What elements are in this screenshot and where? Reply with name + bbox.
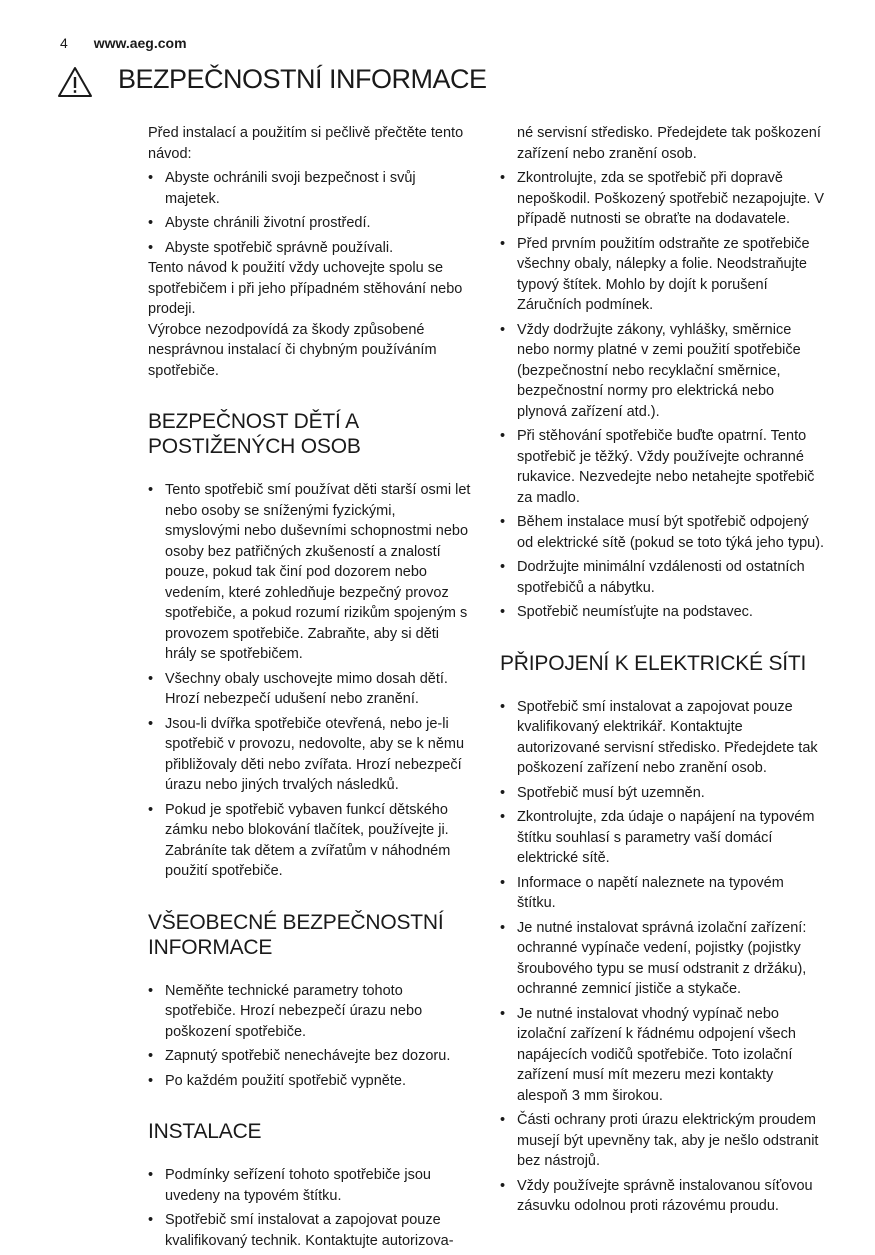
- list-item: • Před prvním použitím odstraňte ze spotřebiče všechny obaly, nálepky a folie. Neodstraňujte typový štítek. Mohlo by dojít k porušení Záručních podmínek.: [500, 234, 825, 316]
- list-item: • Všechny obaly uschovejte mimo dosah dětí. Hrozí nebezpečí udušení nebo zranění.: [148, 669, 473, 710]
- installation-bullets-continued: [500, 168, 825, 623]
- list-item: • Spotřebič smí instalovat a zapojovat pouze kvalifikovaný elektrikář. Kontaktujte autorizované servisní středisko. Předejdete tak poškození zařízení nebo zranění osob.: [500, 697, 825, 779]
- list-item: • Jsou-li dvířka spotřebiče otevřená, nebo je-li spotřebič v provozu, nedovolte, aby se k němu přibližovaly děti nebo zvířata. Hrozí nebezpečí úrazu nebo jiných trvalých následků.: [148, 714, 473, 796]
- list-item: • Po každém použití spotřebič vypněte.: [148, 1071, 473, 1092]
- section-heading-general: VŠEOBECNÉ BEZPEČNOSTNÍ INFORMACE: [148, 910, 444, 959]
- list-item: • Je nutné instalovat správná izolační zařízení: ochranné vypínače vedení, pojistky (pojistky šroubového typu se musí odstranit z držáku), ochranné zemnicí jističe a stykače.: [500, 918, 825, 1000]
- list-item: • Dodržujte minimální vzdálenosti od ostatních spotřebičů a nábytku.: [500, 557, 825, 598]
- children-bullets: [148, 480, 473, 882]
- general-bullets: [148, 981, 473, 1092]
- electrical-bullets: [500, 697, 825, 1217]
- list-item: • Neměňte technické parametry tohoto spotřebiče. Hrozí nebezpečí úrazu nebo poškození spotřebiče.: [148, 981, 473, 1043]
- list-item: • Při stěhování spotřebiče buďte opatrní. Tento spotřebič je těžký. Vždy používejte ochranné rukavice. Nezvedejte nebo netahejte spotřebič za madlo.: [500, 426, 825, 508]
- intro-bullets: [148, 168, 473, 258]
- website-url: www.aeg.com: [93, 35, 187, 51]
- page-header: [60, 35, 187, 51]
- list-item: • Zkontrolujte, zda údaje o napájení na typovém štítku souhlasí s parametry vaší domácí elektrické sítě.: [500, 807, 825, 869]
- list-item: • Abyste ochránili svoji bezpečnost i svůj majetek.: [148, 168, 473, 209]
- list-item: • Vždy používejte správně instalovanou síťovou zásuvku odolnou proti rázovému proudu.: [500, 1176, 825, 1217]
- list-item: • Během instalace musí být spotřebič odpojený od elektrické sítě (pokud se toto týká jeho typu).: [500, 512, 825, 553]
- list-item: • Spotřebič musí být uzemněn.: [500, 783, 825, 804]
- list-item: • Zapnutý spotřebič nenechávejte bez dozoru.: [148, 1046, 473, 1067]
- section-heading-children: BEZPEČNOST DĚTÍ A POSTIŽENÝCH OSOB: [148, 410, 361, 458]
- list-item: • Vždy dodržujte zákony, vyhlášky, směrnice nebo normy platné v zemi použití spotřebiče (bezpečnostní nebo recyklační směrnice, bezpečnostní normy pro elektrická nebo plynová zařízení atd.).: [500, 320, 825, 423]
- warning-triangle-icon: [57, 66, 93, 103]
- list-item: • Spotřebič smí instalovat a zapojovat pouze kvalifikovaný technik. Kontaktujte autorizova-: [148, 1210, 473, 1251]
- list-item: • Spotřebič neumísťujte na podstavec.: [500, 602, 825, 623]
- list-item-continuation: né servisní středisko. Předejdete tak poškození zařízení nebo zranění osob.: [517, 125, 821, 162]
- list-item: • Podmínky seřízení tohoto spotřebiče jsou uvedeny na typovém štítku.: [148, 1165, 473, 1206]
- intro-text: Před instalací a použitím si pečlivě přečtěte tento návod:: [148, 125, 464, 162]
- list-item: • Tento spotřebič smí používat děti starší osmi let nebo osoby se sníženými fyzickými, smyslovými nebo duševními schopnostmi nebo osoby bez patřičných zkušeností a znalostí pouze, pokud tak činí pod dozorem nebo vedením, které zohledňuje bezpečný provoz spotřebiče, a pokud rozumí rizikům spojeným s provozem spotřebiče. Zabraňte, aby si děti hrály se spotřebičem.: [148, 480, 473, 665]
- list-item: • Abyste chránili životní prostředí.: [148, 213, 473, 234]
- left-column: [148, 123, 473, 1255]
- intro-paragraph: Výrobce nezodpovídá za škody způsobené nesprávnou instalací či chybným používáním spotřebiče.: [148, 321, 437, 379]
- page-title: BEZPEČNOSTNÍ INFORMACE: [118, 64, 487, 94]
- intro-paragraph: Tento návod k použití vždy uchovejte spolu se spotřebičem i při jeho případném stěhování nebo prodeji.: [148, 260, 463, 317]
- section-heading-electrical: PŘIPOJENÍ K ELEKTRICKÉ SÍTI: [500, 651, 807, 675]
- list-item: • Informace o napětí naleznete na typovém štítku.: [500, 873, 825, 914]
- list-item: • Je nutné instalovat vhodný vypínač nebo izolační zařízení k řádnému odpojení všech napájecích vodičů spotřebiče. Toto izolační zařízení musí mít mezeru mezi kontakty alespoň 3 mm širokou.: [500, 1004, 825, 1107]
- title-row: [55, 62, 855, 102]
- list-item: • Pokud je spotřebič vybaven funkcí dětského zámku nebo blokování tlačítek, používejte ji. Zabráníte tak dětem a zvířatům v náhodném použití spotřebiče.: [148, 800, 473, 882]
- section-heading-installation: INSTALACE: [148, 1120, 262, 1143]
- installation-bullets: [148, 1165, 473, 1251]
- list-item: • Části ochrany proti úrazu elektrickým proudem musejí být upevněny tak, aby je nešlo odstranit bez nástrojů.: [500, 1110, 825, 1172]
- list-item: • Zkontrolujte, zda se spotřebič při dopravě nepoškodil. Poškozený spotřebič nezapojujte. V případě nutnosti se obraťte na dodavatele.: [500, 168, 825, 230]
- list-item: • Abyste spotřebič správně používali.: [148, 238, 473, 259]
- page-number: 4: [60, 35, 68, 51]
- right-column: [500, 123, 825, 1221]
